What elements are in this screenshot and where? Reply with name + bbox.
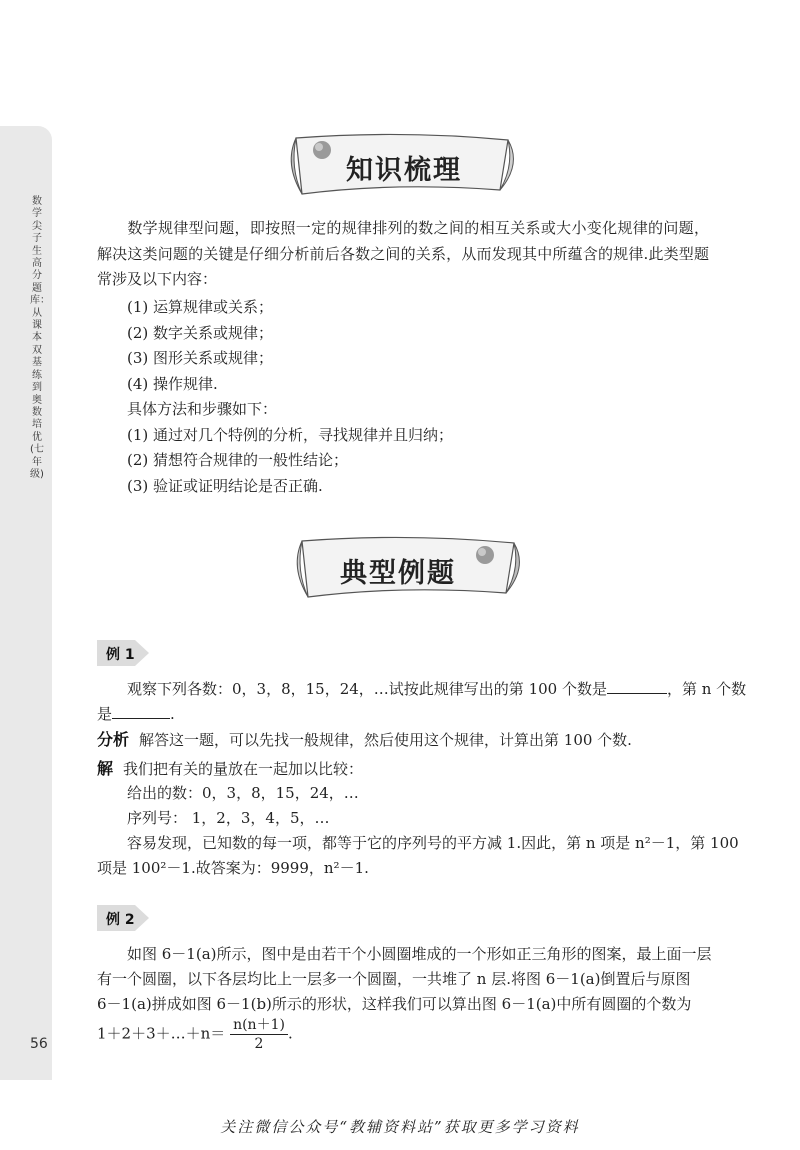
knowledge-banner: [276, 124, 526, 204]
knowledge-item-1: (1) 运算规律或关系；: [127, 298, 274, 316]
fraction: [230, 1016, 288, 1053]
given-numbers: 给出的数：0，3，8，15，24，…: [127, 784, 359, 802]
side-tab: [0, 126, 52, 1080]
example-1-q-part3: 是: [97, 705, 113, 723]
analysis-text: 解答这一题，可以先找一般规律，然后使用这个规律，计算出第 100 个数.: [139, 731, 632, 749]
method-title: 具体方法和步骤如下：: [127, 400, 278, 418]
page-number: 56: [30, 1036, 48, 1052]
example-1-q-part1: 观察下列各数：0，3，8，15，24，…试按此规律写出的第 100 个数是: [127, 680, 607, 698]
formula-left: 1＋2＋3＋…＋n＝: [97, 1024, 226, 1043]
knowledge-intro-text: 数学规律型问题，即按照一定的规律排列的数之间的相互关系或大小变化规律的问题，解决这类问题的关键是仔细分析前后各数之间的关系，从而发现其中所蕴含的规律.此类型题常涉及以下内容：: [97, 219, 709, 288]
method-step-3: (3) 验证或证明结论是否正确.: [127, 477, 323, 495]
answer-blank-1[interactable]: [607, 679, 667, 694]
knowledge-intro: [97, 216, 709, 293]
example-1-label-text: 例 1: [106, 647, 135, 663]
example-2-line-2: 有一个圆圈，以下各层均比上一层多一个圆圈，一共堆了 n 层.将图 6－1(a)倒置后与原图: [97, 970, 691, 988]
answer-text: 项是 100²－1.故答案为：9999，n²－1.: [97, 859, 369, 877]
method-step-2: (2) 猜想符合规律的一般性结论；: [127, 451, 349, 469]
solution-tag: 解: [97, 759, 114, 778]
example-1-question-cont: [97, 703, 175, 724]
book-title-vertical: 数学尖子生高分题库：从课本双基练到奥数培优(七年级): [30, 196, 50, 480]
example-1-q-part2: ，第 n 个数: [666, 680, 747, 698]
example-1-analysis: [97, 727, 632, 750]
banner-title-knowledge: 知识梳理: [346, 155, 462, 186]
knowledge-item-3: (3) 图形关系或规律；: [127, 349, 274, 367]
solution-text: 我们把有关的量放在一起加以比较：: [123, 760, 364, 778]
example-1-solution: [97, 756, 363, 779]
formula-end: .: [287, 1024, 293, 1043]
analysis-tag: 分析: [97, 730, 130, 749]
example-2-label: [97, 905, 149, 931]
knowledge-item-2: (2) 数字关系或规律；: [127, 324, 274, 342]
example-2-formula: [97, 1016, 293, 1053]
discover-text: 容易发现，已知数的每一项，都等于它的序列号的平方减 1.因此，第 n 项是 n²－1，第 100: [127, 834, 739, 852]
example-2-label-text: 例 2: [106, 912, 135, 928]
footer-watermark: 关注微信公众号“教辅资料站”获取更多学习资料: [220, 1118, 580, 1136]
examples-banner: [282, 527, 532, 607]
fraction-denominator: 2: [254, 1036, 264, 1052]
example-1-question: [127, 678, 746, 699]
fraction-numerator: n(n＋1): [230, 1016, 288, 1035]
example-2-line-3: 6－1(a)拼成如图 6－1(b)所示的形状，这样我们可以算出图 6－1(a)中所有圆圈的个数为: [97, 995, 692, 1013]
answer-blank-2[interactable]: [112, 704, 170, 719]
example-1-label: [97, 640, 149, 666]
index-numbers: 序列号： 1，2，3，4，5，…: [127, 809, 330, 827]
banner-title-examples: 典型例题: [340, 558, 456, 589]
example-1-q-part4: .: [170, 705, 175, 723]
knowledge-item-4: (4) 操作规律.: [127, 375, 218, 393]
example-2-line-1: 如图 6－1(a)所示，图中是由若干个小圆圈堆成的一个形如正三角形的图案，最上面一层: [127, 945, 712, 963]
method-step-1: (1) 通过对几个特例的分析，寻找规律并且归纳；: [127, 426, 454, 444]
